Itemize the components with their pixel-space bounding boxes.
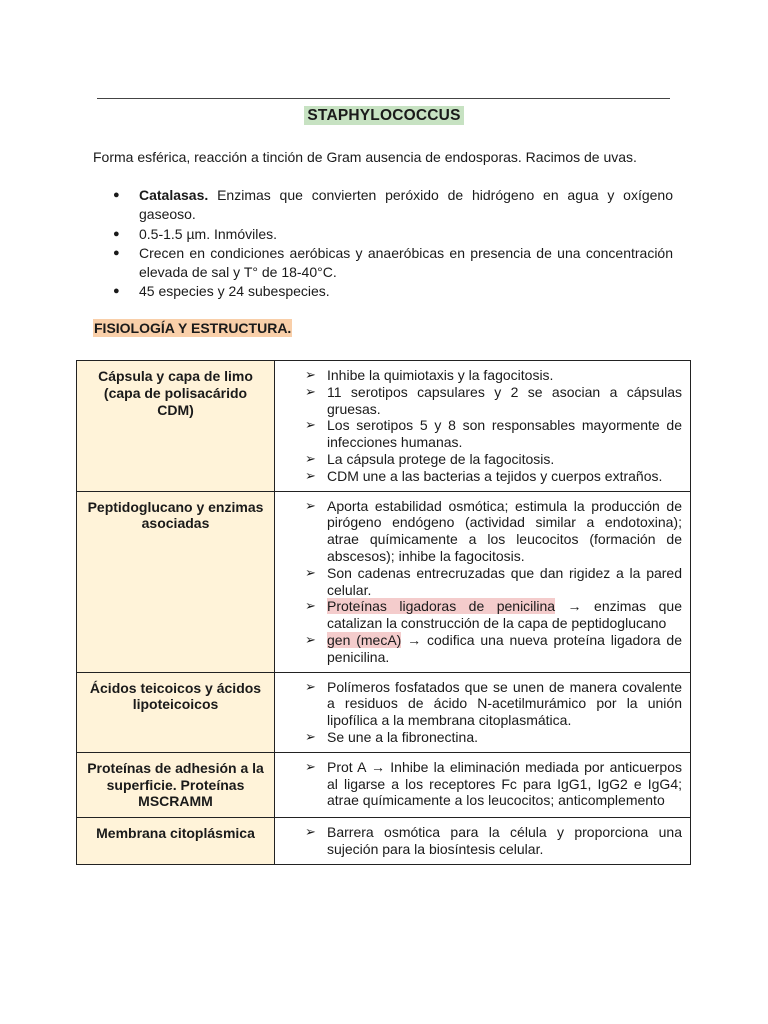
- structure-label: Proteínas de adhesión a la superficie. Proteínas MSCRAMM: [77, 752, 275, 817]
- physiology-table: [76, 360, 691, 865]
- arrow-bullet-icon: ➢: [305, 678, 316, 694]
- description-item: [305, 451, 682, 468]
- bullet-icon: ●: [113, 246, 120, 259]
- structure-description: [275, 361, 691, 492]
- description-text: → codifica una nueva proteína ligadora de penicilina.: [327, 631, 682, 665]
- header-rule: [97, 98, 670, 99]
- characteristic-text: Enzimas que convierten peróxido de hidrógeno en agua y oxígeno gaseoso.: [139, 187, 673, 223]
- bullet-icon: ●: [113, 227, 120, 240]
- characteristic-item: [113, 244, 673, 283]
- intro-paragraph: Forma esférica, reacción a tinción de Gram ausencia de endosporas. Racimos de uvas.: [93, 149, 637, 165]
- description-text: Se une a la fibronectina.: [327, 728, 478, 745]
- characteristic-text: 45 especies y 24 subespecies.: [139, 283, 330, 300]
- table-row: [77, 361, 691, 492]
- description-text: Inhibe la quimiotaxis y la fagocitosis.: [327, 367, 554, 383]
- characteristic-text: 0.5-1.5 µm. Inmóviles.: [139, 225, 278, 242]
- description-text: Los serotipos 5 y 8 son responsables mayormente de infecciones humanas.: [327, 417, 682, 451]
- description-item: [305, 384, 682, 418]
- characteristic-item: [113, 186, 673, 225]
- arrow-bullet-icon: ➢: [305, 728, 316, 744]
- arrow-bullet-icon: ➢: [305, 564, 316, 580]
- bullet-icon: ●: [113, 189, 120, 201]
- structure-description: [275, 752, 691, 817]
- structure-label: Peptidoglucano y enzimas asociadas: [77, 491, 275, 672]
- arrow-bullet-icon: ➢: [305, 824, 316, 840]
- description-item: [305, 367, 682, 384]
- arrow-bullet-icon: ➢: [305, 417, 316, 433]
- description-text: Barrera osmótica para la célula y proporciona una sujeción para la biosíntesis celular.: [327, 824, 682, 857]
- arrow-bullet-icon: ➢: [305, 467, 316, 483]
- arrow-bullet-icon: ➢: [305, 383, 316, 399]
- structure-description: [275, 491, 691, 672]
- description-item: [305, 679, 682, 729]
- structure-description: [275, 818, 691, 865]
- description-text: Polímeros fosfatados que se unen de manera covalente a residuos de ácido N-acetilmurámico por la unión lipofílica a la membrana citoplasmática.: [327, 678, 682, 729]
- table-row: [77, 752, 691, 817]
- description-item: [305, 565, 682, 599]
- description-item: [305, 468, 682, 485]
- arrow-bullet-icon: ➢: [305, 497, 316, 513]
- table-row: [77, 818, 691, 865]
- characteristics-list: [113, 186, 673, 302]
- highlighted-term: Proteínas ligadoras de penicilina: [327, 598, 556, 615]
- description-item: [305, 729, 682, 746]
- description-text: CDM une a las bacterias a tejidos y cuerpos extraños.: [327, 467, 663, 484]
- characteristic-term: Catalasas.: [139, 187, 209, 203]
- section-heading-wrap: [93, 320, 292, 336]
- description-text: Aporta estabilidad osmótica; estimula la producción de pirógeno endógeno (actividad similar a endotoxina); atrae químicamente a los leucocitos (formación de abscesos); inhibe la fagocitosis.: [327, 497, 682, 564]
- structure-description: [275, 672, 691, 752]
- arrow-bullet-icon: ➢: [305, 367, 316, 382]
- description-item: [305, 498, 682, 565]
- description-text: Son cadenas entrecruzadas que dan rigidez a la pared celular.: [327, 564, 682, 598]
- table-row: [77, 672, 691, 752]
- section-heading: FISIOLOGÍA Y ESTRUCTURA.: [94, 320, 292, 336]
- bullet-icon: ●: [113, 285, 120, 298]
- description-item: [305, 759, 682, 809]
- arrow-bullet-icon: ➢: [305, 598, 316, 614]
- description-text: 11 serotipos capsulares y 2 se asocian a cápsulas gruesas.: [327, 383, 682, 417]
- characteristic-text: Crecen en condiciones aeróbicas y anaeróbicas en presencia de una concentración elevada de sal y T° de 18-40°C.: [139, 244, 673, 281]
- description-text: Prot A → Inhibe la eliminación mediada por anticuerpos al ligarse a los receptores Fc para IgG1, IgG2 e IgG4; atrae químicamente a los leucocitos; anticomplemento: [327, 758, 682, 809]
- highlighted-term: gen (mecA): [327, 631, 402, 648]
- arrow-bullet-icon: ➢: [305, 631, 316, 647]
- page-title: STAPHYLOCOCCUS: [304, 106, 463, 125]
- characteristic-item: [113, 282, 673, 301]
- table-row: [77, 491, 691, 672]
- description-text: → enzimas que catalizan la construcción de la capa de peptidoglucano: [327, 598, 682, 632]
- arrow-bullet-icon: ➢: [305, 758, 316, 774]
- page-title-wrap: [0, 107, 768, 125]
- description-item: [305, 632, 682, 666]
- structure-label: Cápsula y capa de limo (capa de polisacárido CDM): [77, 361, 275, 492]
- structure-label: Membrana citoplásmica: [77, 818, 275, 865]
- description-item: [305, 598, 682, 632]
- description-item: [305, 417, 682, 451]
- arrow-bullet-icon: ➢: [305, 450, 316, 466]
- structure-label: Ácidos teicoicos y ácidos lipoteicoicos: [77, 672, 275, 752]
- characteristic-item: [113, 225, 673, 244]
- description-item: [305, 824, 682, 858]
- description-text: La cápsula protege de la fagocitosis.: [327, 450, 555, 467]
